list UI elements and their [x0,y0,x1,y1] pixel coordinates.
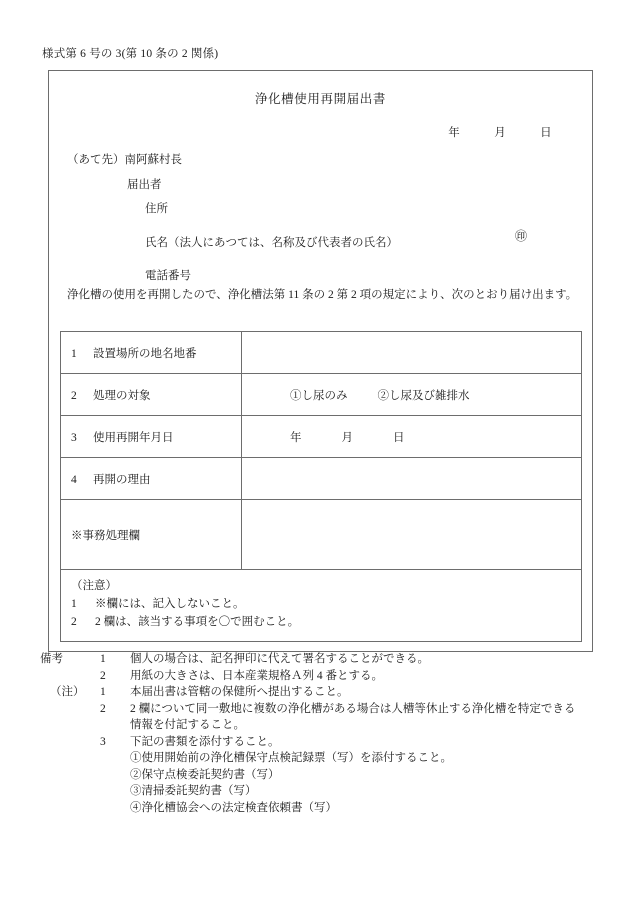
note-number: 2 [71,615,77,628]
date-line [448,124,552,140]
table-row [61,458,582,500]
table-notes-row [61,570,582,642]
note-section-item [40,701,600,718]
remarks-item [40,651,600,668]
form-number: 様式第 6 号の 3(第 10 条の 2 関係) [42,48,219,60]
notes-heading: （注意） [71,580,117,592]
table-row [61,500,582,570]
row-label: 設置場所の地名地番 [93,347,197,360]
note-item [71,596,581,614]
attachment-item: ①使用開始前の浄化槽保守点検記録票（写）を添付すること。 [130,752,452,765]
restart-year-label: 年 [290,431,302,444]
notes-cell [61,570,582,642]
table-row [61,374,582,416]
row-label: 再開の理由 [93,473,151,486]
remarks-label: 備考 [40,653,63,665]
restart-month-label: 月 [341,431,353,444]
note-text: ※欄には、記入しないこと。 [95,597,245,610]
note-text: 2 欄は、該当する事項を〇で囲むこと。 [95,615,300,628]
addressee-name: 氏名（法人にあつては、名称及び代表者の氏名） [145,236,398,249]
table-row [61,416,582,458]
form-frame [48,70,593,652]
table-value-cell-reason[interactable] [242,458,582,500]
attachment-item: ③清掃委託契約書（写） [130,785,257,798]
table-value-cell-office-use[interactable] [242,500,582,570]
addressee-submitter: 届出者 [127,178,162,191]
row-number: 3 [71,431,77,444]
date-day-label: 日 [540,127,552,139]
addressee-phone: 電話番号 [145,270,191,282]
note-section-number: 2 [100,702,106,715]
document-title: 浄化槽使用再開届出書 [254,92,386,106]
table-row [61,332,582,374]
note-section-text: 2 欄について同一敷地に複数の浄化槽がある場合は人槽等休止する浄化槽を特定できる [130,702,576,715]
date-year-label: 年 [448,127,461,139]
row-label: 処理の対象 [93,389,151,402]
form-table [60,331,582,642]
table-label-cell [61,416,242,458]
addressee-block [67,155,398,283]
row-number: 1 [71,347,77,360]
date-month-label: 月 [494,127,507,139]
note-section-item [40,734,600,751]
table-label-cell [61,500,242,570]
seal-icon: ㊞ [515,229,528,243]
attachment-item: ④浄化槽協会への法定検査依頼書（写） [130,801,337,814]
note-section-number: 1 [100,686,106,699]
note-section-text: 下記の書類を添付すること。 [130,735,280,748]
note-section-item [40,684,600,701]
restart-day-label: 日 [393,431,405,444]
row-number: 2 [71,389,77,402]
row-number: 4 [71,473,77,486]
remarks-text: 用紙の大きさは、日本産業規格Ａ列 4 番とする。 [130,669,383,682]
table-value-cell-restart-date[interactable] [242,416,582,458]
addressee-to: （あて先）南阿蘇村長 [67,154,182,166]
table-value-cell-location[interactable] [242,332,582,374]
note-section-label: （注） [50,686,85,699]
row-label: 使用再開年月日 [93,431,174,444]
note-section-continuation: 情報を付記すること。 [130,719,245,732]
option-excreta-only[interactable]: ①し尿のみ [290,389,348,402]
remarks-item [40,668,600,685]
note-item [71,614,581,632]
attachment-item: ②保守点検委託契約書（写） [130,768,280,781]
addressee-address: 住所 [145,203,168,215]
note-section-number: 3 [100,735,106,748]
row-label: ※事務処理欄 [71,529,140,542]
table-label-cell [61,332,242,374]
note-section-text: 本届出書は管轄の保健所へ提出すること。 [130,686,349,699]
table-label-cell [61,374,242,416]
note-number: 1 [71,597,77,610]
option-excreta-and-wastewater[interactable]: ②し尿及び雑排水 [377,389,470,402]
remarks-number: 1 [100,653,106,665]
remarks-text: 個人の場合は、記名押印に代えて署名することができる。 [130,653,429,665]
footer-notes [40,651,600,816]
statement-text: 浄化槽の使用を再開したので、浄化槽法第 11 条の 2 第 2 項の規定により、次のとおり届け出ます。 [67,289,578,301]
remarks-number: 2 [100,669,106,682]
table-label-cell [61,458,242,500]
table-value-cell-treatment[interactable] [242,374,582,416]
